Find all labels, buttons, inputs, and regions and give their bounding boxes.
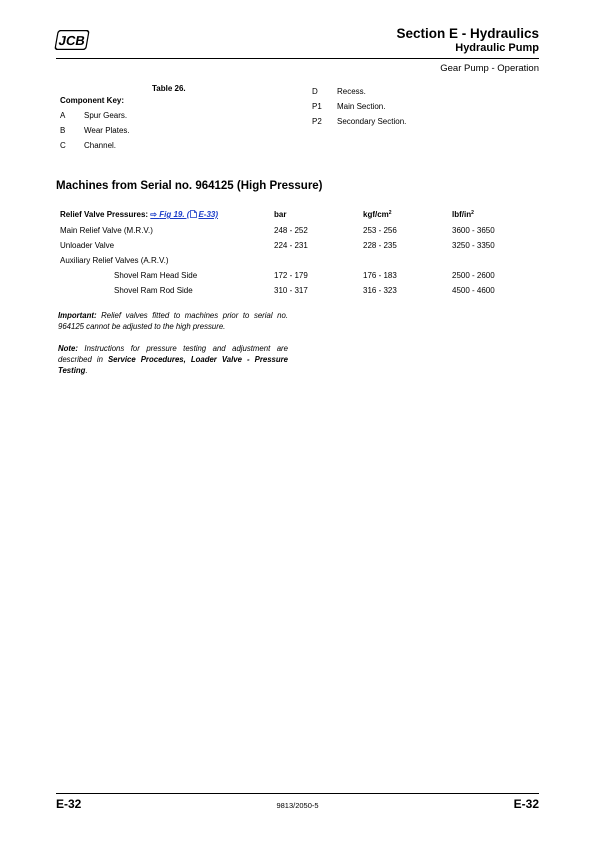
cell-kgf: 316 - 323 — [363, 286, 397, 295]
subsection-title: Gear Pump - Operation — [440, 63, 539, 74]
logo-text: JCB — [57, 33, 87, 48]
page-title: Hydraulic Pump — [455, 42, 539, 54]
figure-link[interactable]: ⇨ Fig 19. ( E-33) — [150, 210, 219, 219]
row-label: Auxiliary Relief Valves (A.R.V.) — [60, 256, 169, 265]
page-icon — [190, 210, 197, 218]
cell-bar: 248 - 252 — [274, 226, 308, 235]
cell-lbf: 4500 - 4600 — [452, 286, 495, 295]
key-item: D Recess. — [312, 87, 366, 96]
row-label: Shovel Ram Rod Side — [114, 286, 193, 295]
key-item: C Channel. — [60, 141, 117, 150]
cell-kgf: 228 - 235 — [363, 241, 397, 250]
cell-lbf: 3250 - 3350 — [452, 241, 495, 250]
column-header-bar: bar — [274, 210, 287, 219]
section-heading: Machines from Serial no. 964125 (High Pressure) — [56, 180, 323, 192]
section-title: Section E - Hydraulics — [396, 26, 539, 41]
cell-bar: 224 - 231 — [274, 241, 308, 250]
row-label: Unloader Valve — [60, 241, 115, 250]
page-number-right: E-32 — [513, 797, 539, 811]
link-arrow-icon: ⇨ — [150, 210, 157, 219]
cell-kgf: 253 - 256 — [363, 226, 397, 235]
component-key-heading: Component Key: — [60, 96, 124, 105]
document-number: 9813/2050-5 — [276, 801, 319, 810]
cell-lbf: 3600 - 3650 — [452, 226, 495, 235]
cell-lbf: 2500 - 2600 — [452, 271, 495, 280]
header-rule — [56, 58, 539, 59]
important-note: Important: Relief valves fitted to machines prior to serial no. 964125 cannot be adjusted to the high pressure. — [58, 311, 288, 331]
footer-rule — [56, 793, 539, 794]
key-item: B Wear Plates. — [60, 126, 130, 135]
cell-bar: 310 - 317 — [274, 286, 308, 295]
row-label: Main Relief Valve (M.R.V.) — [60, 226, 153, 235]
column-header-lbf: lbf/$in^2$ — [452, 210, 474, 219]
page-number-left: E-32 — [56, 797, 82, 811]
jcb-logo — [54, 30, 90, 50]
key-item: P2 Secondary Section. — [312, 117, 407, 126]
cell-bar: 172 - 179 — [274, 271, 308, 280]
cell-kgf: 176 - 183 — [363, 271, 397, 280]
row-label: Shovel Ram Head Side — [114, 271, 198, 280]
column-header-kgf: kgf/$cm^2$ — [363, 210, 392, 219]
table-caption: Table 26. — [152, 84, 186, 93]
key-item: A Spur Gears. — [60, 111, 128, 120]
procedure-note: Note: Instructions for pressure testing and adjustment are described in Service Procedures, Loader Valve - Pressure Testing. — [58, 344, 288, 375]
relief-valve-heading: Relief Valve Pressures: ⇨ Fig 19. ( E-33) — [60, 210, 219, 219]
key-item: P1 Main Section. — [312, 102, 386, 111]
procedure-reference: Service Procedures, Loader Valve - Pressure Testing — [58, 355, 288, 375]
